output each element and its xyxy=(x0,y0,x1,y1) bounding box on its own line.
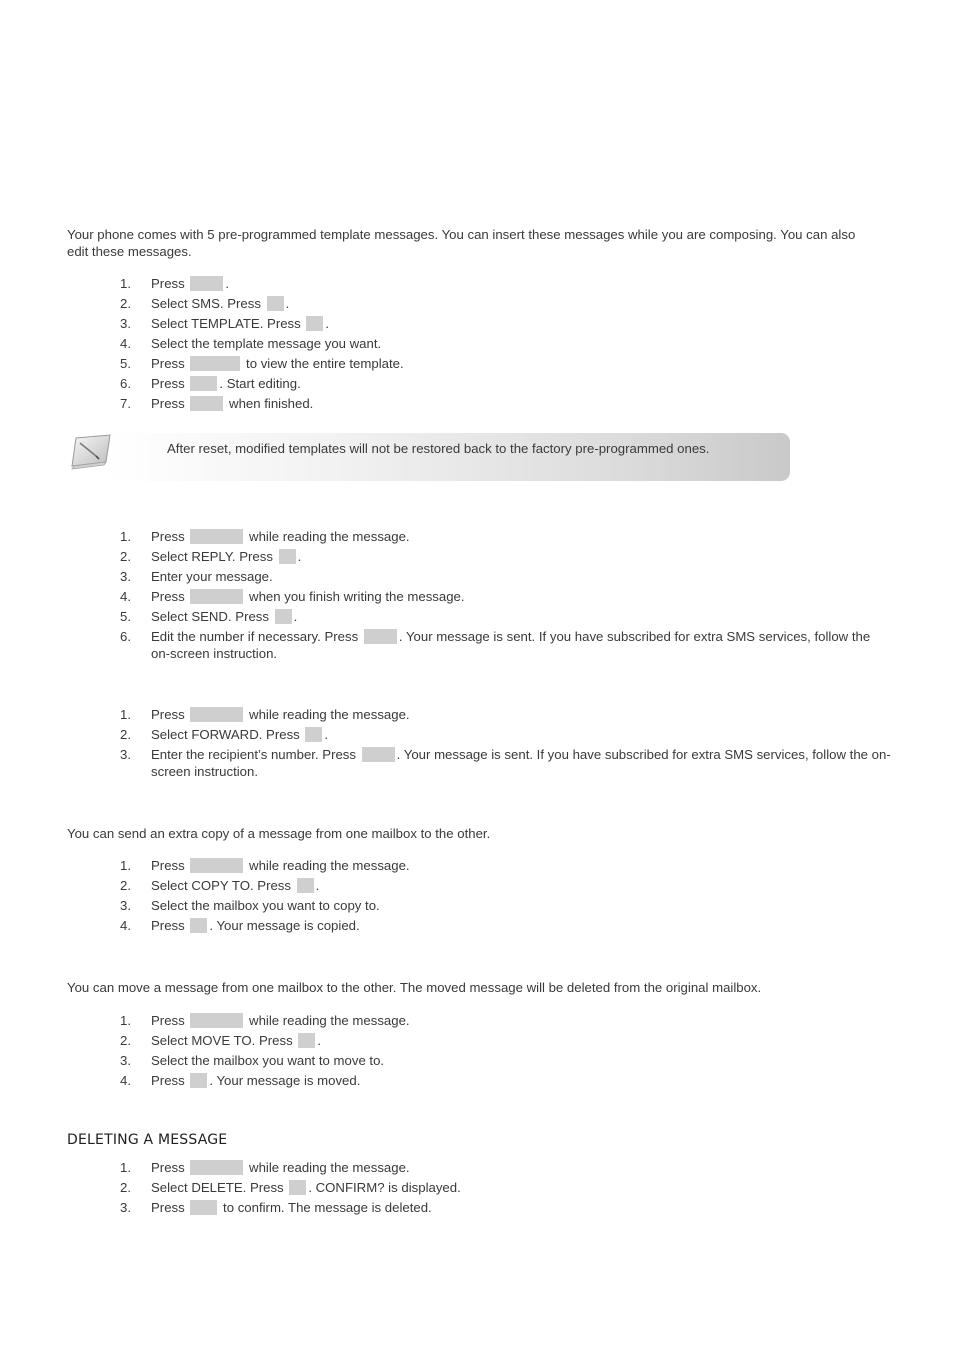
key-placeholder xyxy=(190,276,223,291)
list-item: 2. Select REPLY. Press . xyxy=(120,549,302,564)
key-placeholder xyxy=(190,1200,217,1215)
key-placeholder xyxy=(190,1160,243,1175)
section-heading: DELETING A MESSAGE xyxy=(67,1132,228,1148)
list-item: 3. Enter the recipient’s number. Press . Your message is sent. If you have subscribed for extra SMS services, follow the on-screen instruction. xyxy=(120,747,891,779)
list-item: 2. Select FORWARD. Press . xyxy=(120,727,329,742)
template-intro: Your phone comes with 5 pre-programmed template messages. You can insert these messages while you are composing. You can also edit these messages. xyxy=(67,227,856,259)
key-placeholder xyxy=(190,529,243,544)
list-item: 1. Press . xyxy=(120,276,230,291)
list-item: 4. Press . Your message is moved. xyxy=(120,1073,361,1088)
list-item: 1. Press while reading the message. xyxy=(120,529,410,544)
key-placeholder xyxy=(279,549,296,564)
note-text: After reset, modified templates will not be restored back to the factory pre-programmed ones. xyxy=(167,441,710,456)
key-placeholder xyxy=(190,707,243,722)
key-placeholder xyxy=(190,1013,243,1028)
key-placeholder xyxy=(190,858,243,873)
key-placeholder xyxy=(190,589,243,604)
list-item: 4. Press . Your message is copied. xyxy=(120,918,360,933)
forward-steps xyxy=(120,705,891,780)
list-item: 3. Press to confirm. The message is deleted. xyxy=(120,1200,432,1215)
key-placeholder xyxy=(190,1073,207,1088)
list-item: 6. Edit the number if necessary. Press . Your message is sent. If you have subscribed for extra SMS services, follow the on-screen instruction. xyxy=(120,629,871,661)
list-item: 2. Select SMS. Press . xyxy=(120,296,290,311)
key-placeholder xyxy=(364,629,397,644)
key-placeholder xyxy=(275,609,292,624)
key-placeholder xyxy=(298,1033,315,1048)
note-pad-icon xyxy=(66,432,118,472)
list-item: 1. Press while reading the message. xyxy=(120,1013,410,1028)
list-item: 6. Press . Start editing. xyxy=(120,376,301,391)
move-intro: You can move a message from one mailbox to the other. The moved message will be deleted from the original mailbox. xyxy=(67,980,762,995)
list-item: 1. Press while reading the message. xyxy=(120,1160,410,1175)
list-item: 4. Press when you finish writing the message. xyxy=(120,589,465,604)
key-placeholder xyxy=(289,1180,306,1195)
list-item: 2. Select COPY TO. Press . xyxy=(120,878,320,893)
key-placeholder xyxy=(267,296,284,311)
list-item: 3. Enter your message. xyxy=(120,569,273,584)
key-placeholder xyxy=(362,747,395,762)
key-placeholder xyxy=(297,878,314,893)
list-item: 4. Select the template message you want. xyxy=(120,336,382,351)
template-steps xyxy=(120,274,891,414)
list-item: 5. Select SEND. Press . xyxy=(120,609,298,624)
copy-steps xyxy=(120,856,891,936)
move-steps xyxy=(120,1011,891,1091)
key-placeholder xyxy=(190,356,240,371)
key-placeholder xyxy=(305,727,322,742)
list-item: 5. Press to view the entire template. xyxy=(120,356,404,371)
key-placeholder xyxy=(306,316,323,331)
list-item: 1. Press while reading the message. xyxy=(120,858,410,873)
list-item: 3. Select TEMPLATE. Press . xyxy=(120,316,330,331)
key-placeholder xyxy=(190,918,207,933)
list-item: 1. Press while reading the message. xyxy=(120,707,410,722)
list-item: 2. Select DELETE. Press . CONFIRM? is displayed. xyxy=(120,1180,461,1195)
list-item: 3. Select the mailbox you want to copy to. xyxy=(120,898,380,913)
list-item: 7. Press when finished. xyxy=(120,396,314,411)
list-item: 2. Select MOVE TO. Press . xyxy=(120,1033,322,1048)
reply-steps xyxy=(120,527,891,662)
copy-intro: You can send an extra copy of a message from one mailbox to the other. xyxy=(67,826,491,841)
key-placeholder xyxy=(190,376,217,391)
note-box xyxy=(108,433,790,481)
list-item: 3. Select the mailbox you want to move to. xyxy=(120,1053,385,1068)
key-placeholder xyxy=(190,396,223,411)
delete-steps xyxy=(120,1158,891,1218)
